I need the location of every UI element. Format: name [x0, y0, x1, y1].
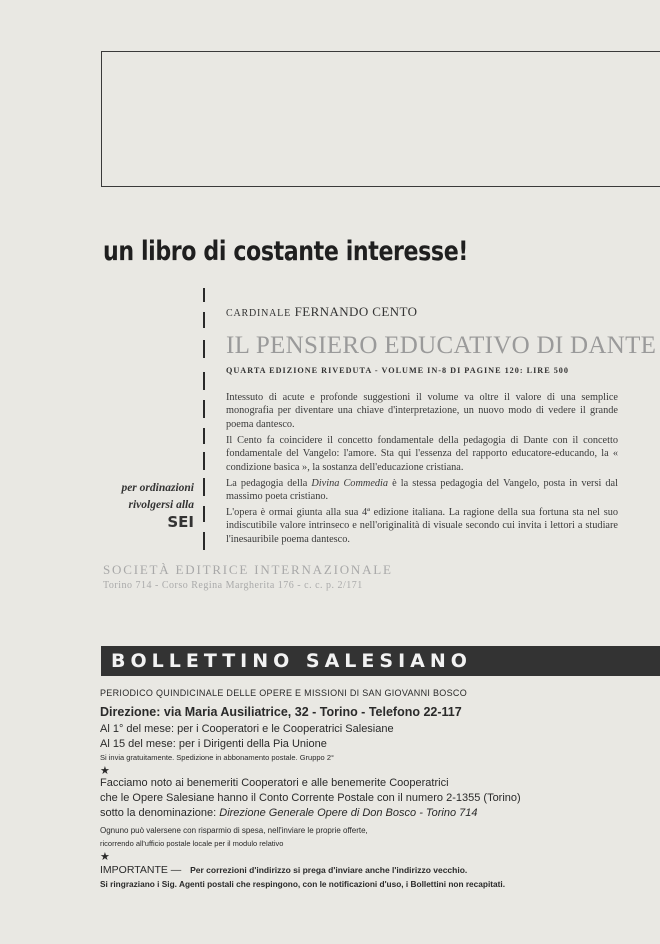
important-label: IMPORTANTE —: [100, 864, 182, 876]
empty-frame: [101, 51, 660, 187]
divider-rule: [203, 428, 205, 444]
description-paragraph: [226, 477, 618, 504]
divider-rule: [203, 452, 205, 470]
notice-line: [100, 807, 478, 819]
savings-note: Ognuno può valersene con risparmio di spesa, nell'inviare le proprie offerte,: [100, 826, 368, 835]
bulletin-subtitle: PERIODICO QUINDICINALE DELLE OPERE E MISSIONI DI SAN GIOVANNI BOSCO: [100, 688, 468, 698]
author: [226, 304, 417, 320]
notice-line: Facciamo noto ai benemeriti Cooperatori e alle benemerite Cooperatrici: [100, 777, 449, 789]
divider-rule: [203, 506, 205, 522]
text-run: è la stessa pedagogia del Vangelo, posta in versi dal massimo poeta cristiano.: [226, 478, 618, 503]
bulletin-direction: Direzione: via Maria Ausiliatrice, 32 - Torino - Telefono 22-117: [100, 705, 462, 719]
notice-line: che le Opere Salesiane hanno il Conto Corrente Postale con il numero 2-1355 (Torino): [100, 792, 521, 804]
order-info: [100, 480, 194, 531]
order-line: per ordinazioni: [121, 482, 194, 494]
publisher-short: SEI: [167, 513, 194, 531]
description-paragraph: Il Cento fa coincidere il concetto fondamentale della pedagogia di Dante con il concetto fondamentale del Vangelo: l'amore. Sta qui l'essenza del rapporto educatore-educando, la « condizione basica », la sostanza dell'educazione cristiana.: [226, 435, 618, 473]
divider-rule: [203, 478, 205, 496]
star-icon: ★: [100, 765, 110, 777]
book-title: IL PENSIERO EDUCATIVO DI DANTE: [226, 332, 657, 359]
divider-rule: [203, 340, 205, 358]
star-icon: ★: [100, 851, 110, 863]
issue-line: Al 15 del mese: per i Dirigenti della Pia Unione: [100, 738, 327, 750]
ad-headline: un libro di costante interesse!: [103, 236, 468, 267]
text-run: La pedagogia della: [226, 478, 312, 489]
description-paragraph: L'opera è ormai giunta alla sua 4ª edizione italiana. La ragione della sua fortuna sta nel suo indiscutibile valore intrinseco e nell'originalità di visuale secondo cui invita i lettori a studiare l'inesauribile poema dantesco.: [226, 507, 618, 545]
issue-line: Al 1° del mese: per i Cooperatori e le Cooperatrici Salesiane: [100, 723, 394, 735]
divider-rule: [203, 532, 205, 550]
divider-rule: [203, 288, 205, 302]
author-name: FERNANDO CENTO: [294, 304, 418, 319]
agents-note: Si ringraziano i Sig. Agenti postali che respingono, con le notificazioni d'uso, i Bollettini non recapitati.: [100, 879, 506, 889]
divider-rule: [203, 312, 205, 328]
publisher-name: SOCIETÀ EDITRICE INTERNAZIONALE: [103, 562, 393, 577]
savings-note: ricorrendo all'ufficio postale locale per il modulo relativo: [100, 839, 284, 848]
author-prefix: CARDINALE: [226, 308, 291, 319]
edition-info: QUARTA EDIZIONE RIVEDUTA - VOLUME IN-8 DI PAGINE 120: LIRE 500: [226, 366, 569, 375]
bulletin-title: BOLLETTINO SALESIANO: [101, 646, 660, 676]
divider-rule: [203, 372, 205, 390]
important-notice: [100, 864, 467, 876]
text-run: sotto la denominazione:: [100, 807, 220, 819]
important-text: Per correzioni d'indirizzo si prega d'inviare anche l'indirizzo vecchio.: [190, 865, 468, 875]
free-note: Si invia gratuitamente. Spedizione in abbonamento postale. Gruppo 2°: [100, 753, 334, 762]
work-title: Divina Commedia: [311, 478, 389, 489]
divider-rule: [203, 400, 205, 418]
publisher-address: Torino 714 - Corso Regina Margherita 176 - c. c. p. 2/171: [103, 580, 363, 591]
order-line: rivolgersi alla: [128, 499, 194, 511]
description-paragraph: Intessuto di acute e profonde suggestioni il volume va oltre il valore di una semplice monografia per diventare una chiave d'interpretazione, un nuovo modo di vedere il grande poema dantesco.: [226, 392, 618, 430]
account-name: Direzione Generale Opere di Don Bosco - Torino 714: [219, 807, 478, 819]
